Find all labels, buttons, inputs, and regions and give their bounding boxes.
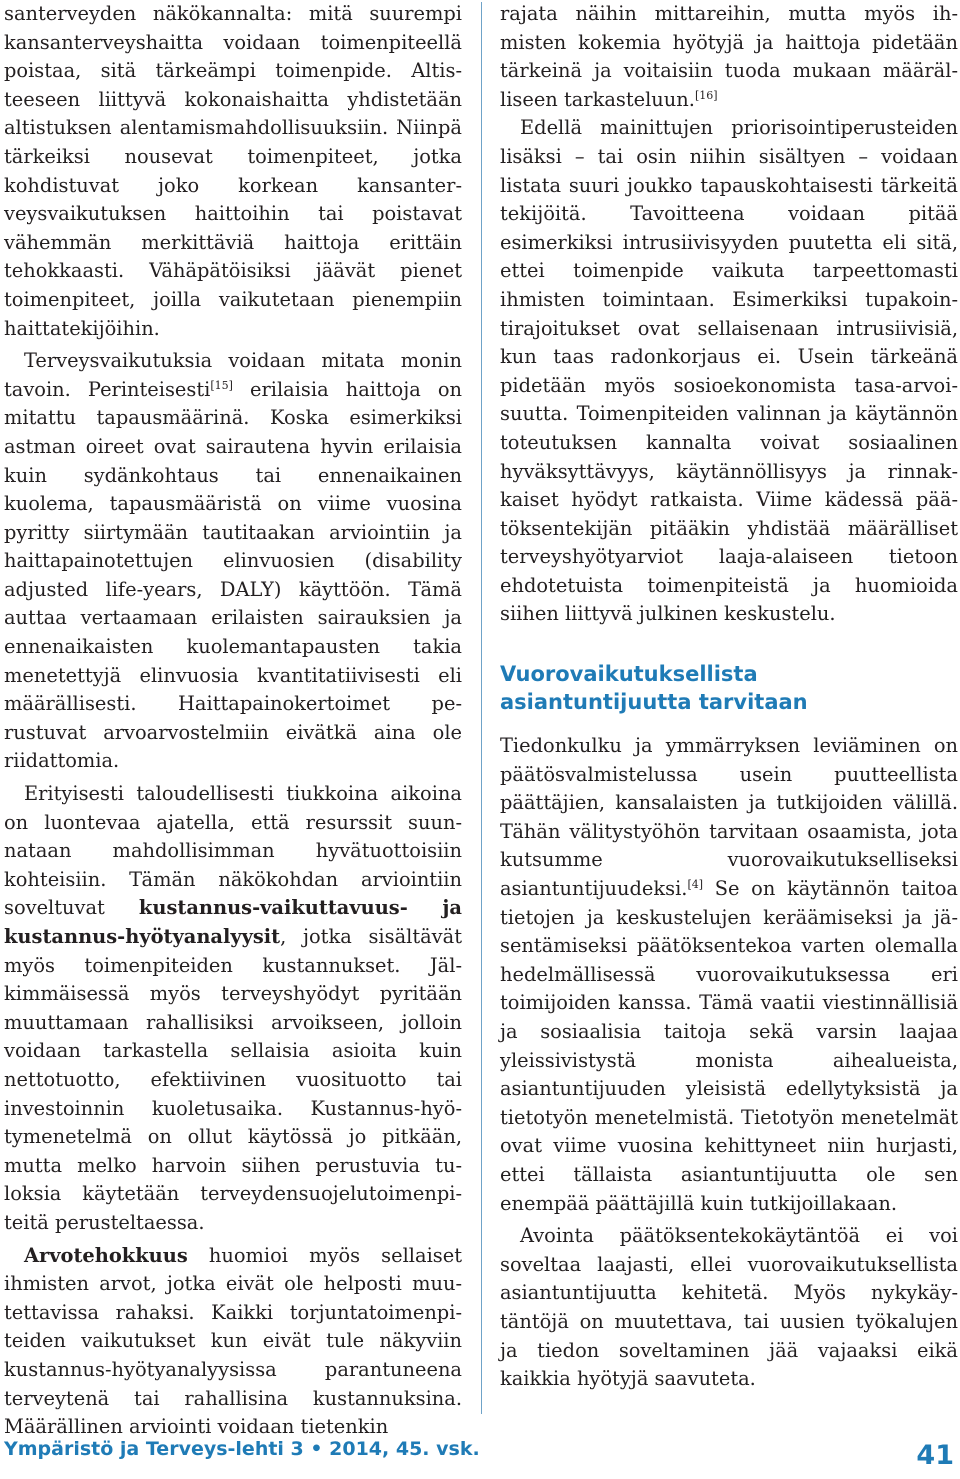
citation-ref: [15]	[210, 378, 233, 392]
bold-term: kustannus-vaikuttavuus- ja kustannus-hyötyanalyysit	[4, 896, 462, 948]
citation-ref: [16]	[694, 88, 718, 102]
bold-term: Arvotehokkuus	[24, 1243, 188, 1267]
paragraph-text: rajata näihin mittareihin, mutta myös ihmisten kokemia hyötyjä ja haittoja pidetään tärkeinä ja voitaisiin tuoda mukaan määrälliseen tarkasteluun.	[500, 2, 958, 111]
paragraph-open-decision-making: Avointa päätöksentekokäytäntöä ei voi soveltaa laajasti, ellei vuorovaikutuksellista asiantuntijuutta kehitetä. Myös nykykäytäntöjä on muutettava, tai uusien työkalujen ja tiedon soveltaminen jää vajaaksi eikä kaikkia hyötyjä saavuteta.	[500, 1224, 958, 1391]
paragraph-text: Se on käytännön taitoa tietojen ja keskustelujen keräämiseksi ja jäsentämiseksi päätöksentekoa varten olemalla hedelmällisessä vuorovaikutuksessa eri toimijoiden kanssa. Tämä vaatii viestinnällisiä ja sosiaalisia taitoja sekä varsin laajaa yleissivistystä monista aihealueista, asiantuntijuuden yleisistä edellytyksistä ja tietotyön menetelmistä. Tietotyön menetelmät ovat viime vuosina kehittyneet niin hurjasti, ettei tällaista asiantuntijuutta ole sen enempää päättäjillä kuin tutkijoillakaan.	[500, 877, 958, 1215]
paragraph-text: erilaisia haittoja on mitattu tapausmäärinä. Koska esimerkiksi astman oireet ovat sairautena hyvin erilaisia kuin sydänkohtaus tai ennenaikainen kuolema, tapausmääristä on viime vuosina pyritty siirtymään tautitaakan arviointiin ja haittapainotettujen elinvuosien (disability adjusted life-years, DALY) käyttöön. Tämä auttaa vertaamaan erilaisten sairauksien ja ennenaikaisten kuolemantapausten takia menetettyjä elinvuosia kvantitatiivisesti eli määrällisesti. Haittapainokertoimet perustuvat arvoarvostelmiin eivätkä aina ole riidattomia.	[4, 377, 463, 773]
heading-line: Vuorovaikutuksellista	[500, 662, 758, 687]
right-column	[500, 0, 958, 1394]
paragraph-health-measures	[4, 347, 462, 776]
paragraph-text: Terveysvaikutuksia voidaan mitata monin tavoin. Perinteisesti	[4, 349, 462, 401]
paragraph-continuation	[500, 0, 958, 114]
heading-line: asiantuntijuutta tarvitaan	[500, 690, 808, 715]
left-column	[4, 0, 462, 1442]
paragraph-cost-analysis	[4, 780, 462, 1238]
page-number: 41	[916, 1440, 954, 1471]
section-heading	[500, 660, 958, 716]
paragraph-text: , jotka sisältävät myös toimenpiteiden kustannukset. Jälkimmäisessä myös terveyshyödyt pyritään muuttamaan rahallisiksi arvoikseen, jolloin voidaan tarkastella sellaisia asioita kuin nettotuotto, efektiivinen vuosituotto tai investoinnin kuoletusaika. Kustannus-hyötymenetelmä on ollut käytössä jo pitkään, mutta melko harvoin siihen perustuvia tuloksia käytetään terveydensuojelutoimenpiteitä perusteltaessa.	[4, 925, 462, 1234]
column-divider	[481, 2, 482, 1414]
paragraph-value-efficiency	[4, 1242, 462, 1442]
paragraph-text: huomioi myös sellaiset ihmisten arvot, jotka eivät ole helposti muutettavissa rahaksi. Kaikki torjuntatoimenpiteiden vaikutukset kun eivät tule näkyviin kustannus-hyötyanalyysissa parantuneena terveytenä tai rahallisina kustannuksina. Määrällinen arviointi voidaan tietenkin	[4, 1243, 462, 1439]
paragraph-interactive-expertise	[500, 732, 958, 1218]
citation-ref: [4]	[687, 878, 704, 892]
paragraph-priority-health: santerveyden näkökannalta: mitä suurempi kansanterveyshaitta voidaan toimenpiteellä poistaa, sitä tärkeämpi toimenpide. Altisteeseen liittyvä kokonaishaitta yhdistetään altistuksen alentamismahdollisuuksiin. Niinpä tärkeiksi nousevat toimenpiteet, jotka kohdistuvat joko korkean kansanterveysvaikutuksen haittoihin tai poistavat vähemmän merkittäviä haittoja erittäin tehokkaasti. Vähäpätöisiksi jäävät pienet toimenpiteet, joilla vaikutetaan pienempiin haittatekijöihin.	[4, 2, 462, 340]
paragraph-prioritization-criteria: Edellä mainittujen priorisointiperusteiden lisäksi – tai osin niihin sisältyen – voidaan listata suuri joukko tapauskohtaisesti tärkeitä tekijöitä. Tavoitteena voidaan pitää esimerkiksi intrusiivisyyden puutetta eli sitä, ettei toimenpide vaikuta tarpeettomasti ihmisten toimintaan. Esimerkiksi tupakointirajoitukset ovat sellaisenaan intrusiivisiä, kun taas radonkorjaus ei. Usein tärkeänä pidetään myös sosioekonomista tasa-arvoisuutta. Toimenpiteiden valinnan ja käytännön toteutuksen kannalta voivat sosiaalinen hyväksyttävyys, käytännöllisyys ja rinnakkaiset hyödyt ratkaista. Viime kädessä päätöksentekijän pitääkin yhdistää määrälliset terveyshyötyarviot laaja-alaiseen tietoon ehdotetuista toimenpiteistä ja huomioida siihen liittyvä julkinen keskustelu.	[500, 116, 958, 626]
paragraph-text: Erityisesti taloudellisesti tiukkoina aikoina on luontevaa ajatella, että resurssit suunnataan mahdollisimman hyvätuottoisiin kohteisiin. Tämän näkökohdan arviointiin soveltuvat	[4, 782, 462, 920]
paragraph-text: Tiedonkulku ja ymmärryksen leviäminen on päätösvalmistelussa usein puutteellista päättäjien, kansalaisten ja tutkijoiden välillä. Tähän välitystyöhön tarvitaan osaamista, jota kutsumme vuorovaikutukselliseksi asiantuntijuudeksi.	[500, 734, 958, 901]
footer-journal-title: Ympäristö ja Terveys-lehti 3 • 2014, 45. vsk.	[4, 1438, 480, 1460]
